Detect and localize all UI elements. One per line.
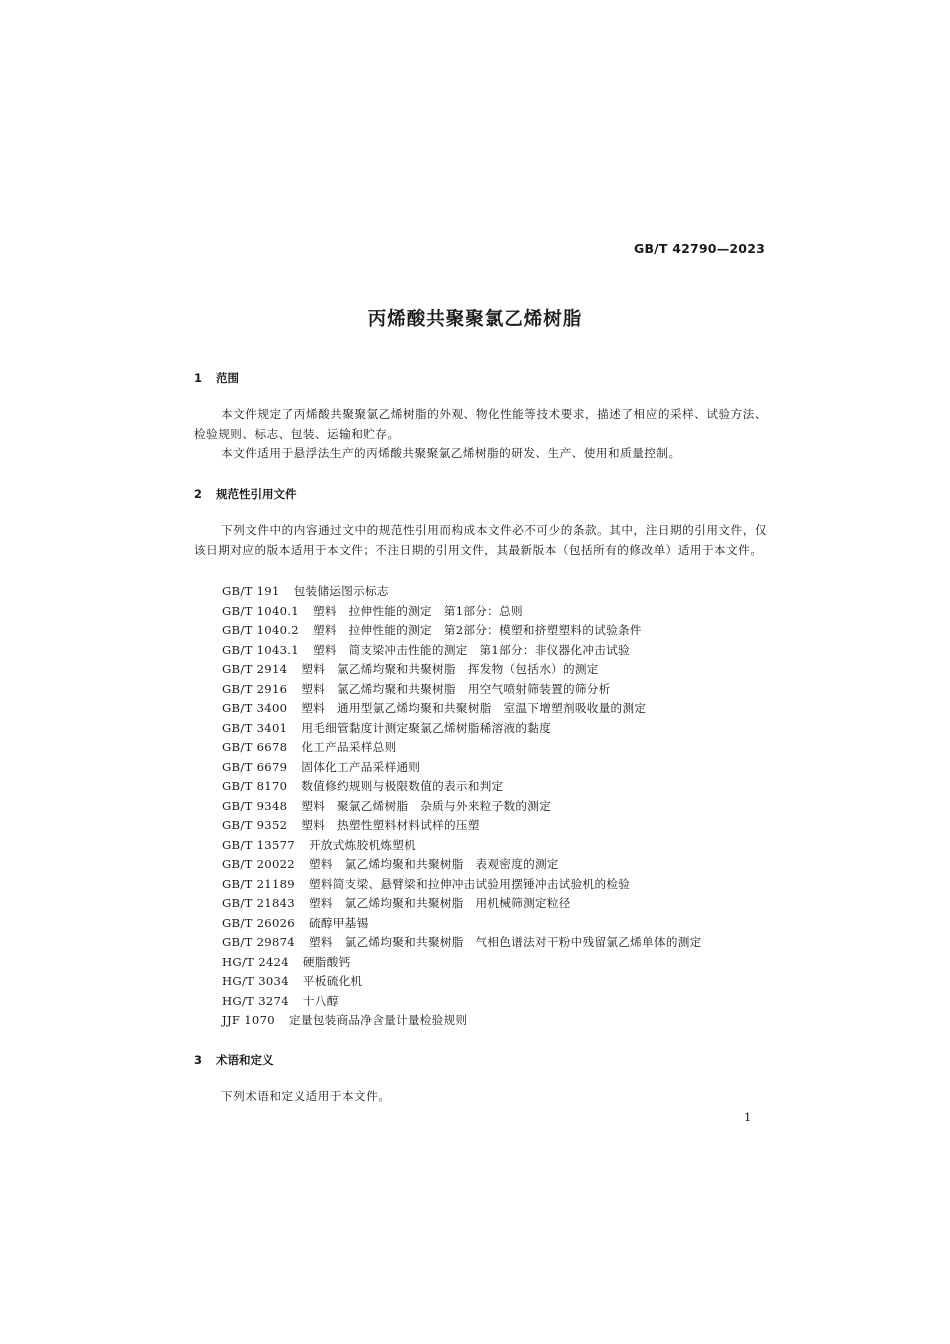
reference-code: JJF 1070 xyxy=(222,1013,275,1027)
reference-item xyxy=(222,953,702,973)
reference-title: 用毛细管黏度计测定聚氯乙烯树脂稀溶液的黏度 xyxy=(301,720,552,735)
reference-title: 塑料 氯乙烯均聚和共聚树脂 表观密度的测定 xyxy=(309,857,559,871)
reference-code: GB/T 1040.2 xyxy=(222,623,299,637)
reference-title: 数值修约规则与极限数值的表示和判定 xyxy=(301,779,504,793)
reference-item xyxy=(222,777,702,797)
reference-item xyxy=(222,758,702,778)
reference-item xyxy=(222,933,702,953)
reference-code: GB/T 191 xyxy=(222,584,280,598)
reference-title: 包装储运图示标志 xyxy=(293,584,389,598)
standard-code: GB/T 42790—2023 xyxy=(633,241,765,256)
reference-title: 塑料 氯乙烯均聚和共聚树脂 挥发物（包括水）的测定 xyxy=(301,662,599,676)
section-heading-normative-references xyxy=(194,486,297,502)
reference-title: 塑料 通用型氯乙烯均聚和共聚树脂 室温下增塑剂吸收量的测定 xyxy=(301,701,647,715)
reference-item xyxy=(222,992,702,1012)
reference-title: 塑料 氯乙烯均聚和共聚树脂 用空气喷射筛装置的筛分析 xyxy=(301,681,611,696)
reference-title: 塑料 简支梁冲击性能的测定 第1部分：非仪器化冲击试验 xyxy=(312,642,630,657)
reference-item xyxy=(222,621,702,641)
reference-item xyxy=(222,582,702,602)
section-title: 术语和定义 xyxy=(216,1053,274,1067)
reference-code: GB/T 9348 xyxy=(222,798,288,813)
paragraph: 本文件适用于悬浮法生产的丙烯酸共聚聚氯乙烯树脂的研发、生产、使用和质量控制。 xyxy=(221,446,681,460)
reference-item xyxy=(222,914,702,934)
reference-title: 硬脂酸钙 xyxy=(302,954,351,969)
reference-item xyxy=(222,894,702,914)
reference-title: 开放式炼胶机炼塑机 xyxy=(309,837,417,852)
paragraph: 下列术语和定义适用于本文件。 xyxy=(221,1089,391,1103)
reference-item xyxy=(222,875,702,895)
reference-item xyxy=(222,660,702,680)
reference-item xyxy=(222,1011,702,1031)
reference-code: GB/T 6678 xyxy=(222,740,288,754)
reference-code: GB/T 1043.1 xyxy=(222,642,299,657)
reference-item xyxy=(222,680,702,700)
reference-item xyxy=(222,738,702,758)
section-title: 范围 xyxy=(216,371,239,385)
reference-title: 硫醇甲基锡 xyxy=(309,915,369,930)
reference-title: 塑料 热塑性塑料材料试样的压塑 xyxy=(301,818,480,832)
reference-title: 塑料 氯乙烯均聚和共聚树脂 气相色谱法对干粉中残留氯乙烯单体的测定 xyxy=(309,935,702,949)
paragraph: 下列文件中的内容通过文中的规范性引用而构成本文件必不可少的条款。其中，注日期的引用文件，仅该日期对应的版本适用于本文件；不注日期的引用文件，其最新版本（包括所有的修改单）适用于本文件。 xyxy=(194,523,767,557)
reference-code: GB/T 1040.1 xyxy=(222,603,299,618)
section-number: 3 xyxy=(194,1053,203,1067)
reference-code: GB/T 3400 xyxy=(222,701,288,715)
reference-code: GB/T 26026 xyxy=(222,915,295,930)
reference-item xyxy=(222,816,702,836)
reference-code: HG/T 2424 xyxy=(222,954,289,969)
reference-code: GB/T 2914 xyxy=(222,662,288,676)
reference-title: 定量包装商品净含量计量检验规则 xyxy=(288,1013,468,1027)
reference-code: GB/T 13577 xyxy=(222,837,295,852)
reference-item xyxy=(222,797,702,817)
section-number: 1 xyxy=(194,371,203,385)
reference-title: 化工产品采样总则 xyxy=(301,740,397,754)
reference-item xyxy=(222,602,702,622)
reference-code: GB/T 2916 xyxy=(222,681,288,696)
reference-code: GB/T 8170 xyxy=(222,779,288,793)
reference-item xyxy=(222,972,702,992)
reference-item xyxy=(222,641,702,661)
reference-item xyxy=(222,719,702,739)
reference-code: GB/T 20022 xyxy=(222,857,295,871)
document-title: 丙烯酸共聚聚氯乙烯树脂 xyxy=(367,309,583,330)
reference-title: 塑料 聚氯乙烯树脂 杂质与外来粒子数的测定 xyxy=(301,798,552,813)
section-heading-terms-definitions xyxy=(194,1052,274,1068)
reference-code: HG/T 3034 xyxy=(222,974,289,988)
reference-title: 塑料 拉伸性能的测定 第2部分：模塑和挤塑塑料的试验条件 xyxy=(312,623,642,637)
reference-title: 平板硫化机 xyxy=(302,974,363,988)
section-title: 规范性引用文件 xyxy=(216,487,297,501)
reference-list xyxy=(222,582,702,1031)
page-number: 1 xyxy=(744,1110,752,1124)
reference-code: HG/T 3274 xyxy=(222,993,289,1008)
reference-title: 塑料 拉伸性能的测定 第1部分：总则 xyxy=(312,603,523,618)
reference-title: 十八醇 xyxy=(302,993,339,1008)
reference-title: 固体化工产品采样通则 xyxy=(301,759,421,774)
reference-title: 塑料简支梁、悬臂梁和拉伸冲击试验用摆锤冲击试验机的检验 xyxy=(309,876,631,891)
reference-code: GB/T 9352 xyxy=(222,818,288,832)
reference-code: GB/T 21189 xyxy=(222,876,295,891)
section-number: 2 xyxy=(194,487,203,501)
reference-code: GB/T 3401 xyxy=(222,720,288,735)
reference-code: GB/T 21843 xyxy=(222,896,295,910)
reference-item xyxy=(222,699,702,719)
paragraph: 本文件规定了丙烯酸共聚聚氯乙烯树脂的外观、物化性能等技术要求，描述了相应的采样、试验方法、检验规则、标志、包装、运输和贮存。 xyxy=(194,407,767,441)
reference-code: GB/T 6679 xyxy=(222,759,288,774)
reference-item xyxy=(222,855,702,875)
reference-code: GB/T 29874 xyxy=(222,935,295,949)
section-heading-scope xyxy=(194,370,239,386)
reference-title: 塑料 氯乙烯均聚和共聚树脂 用机械筛测定粒径 xyxy=(309,896,571,910)
reference-item xyxy=(222,836,702,856)
